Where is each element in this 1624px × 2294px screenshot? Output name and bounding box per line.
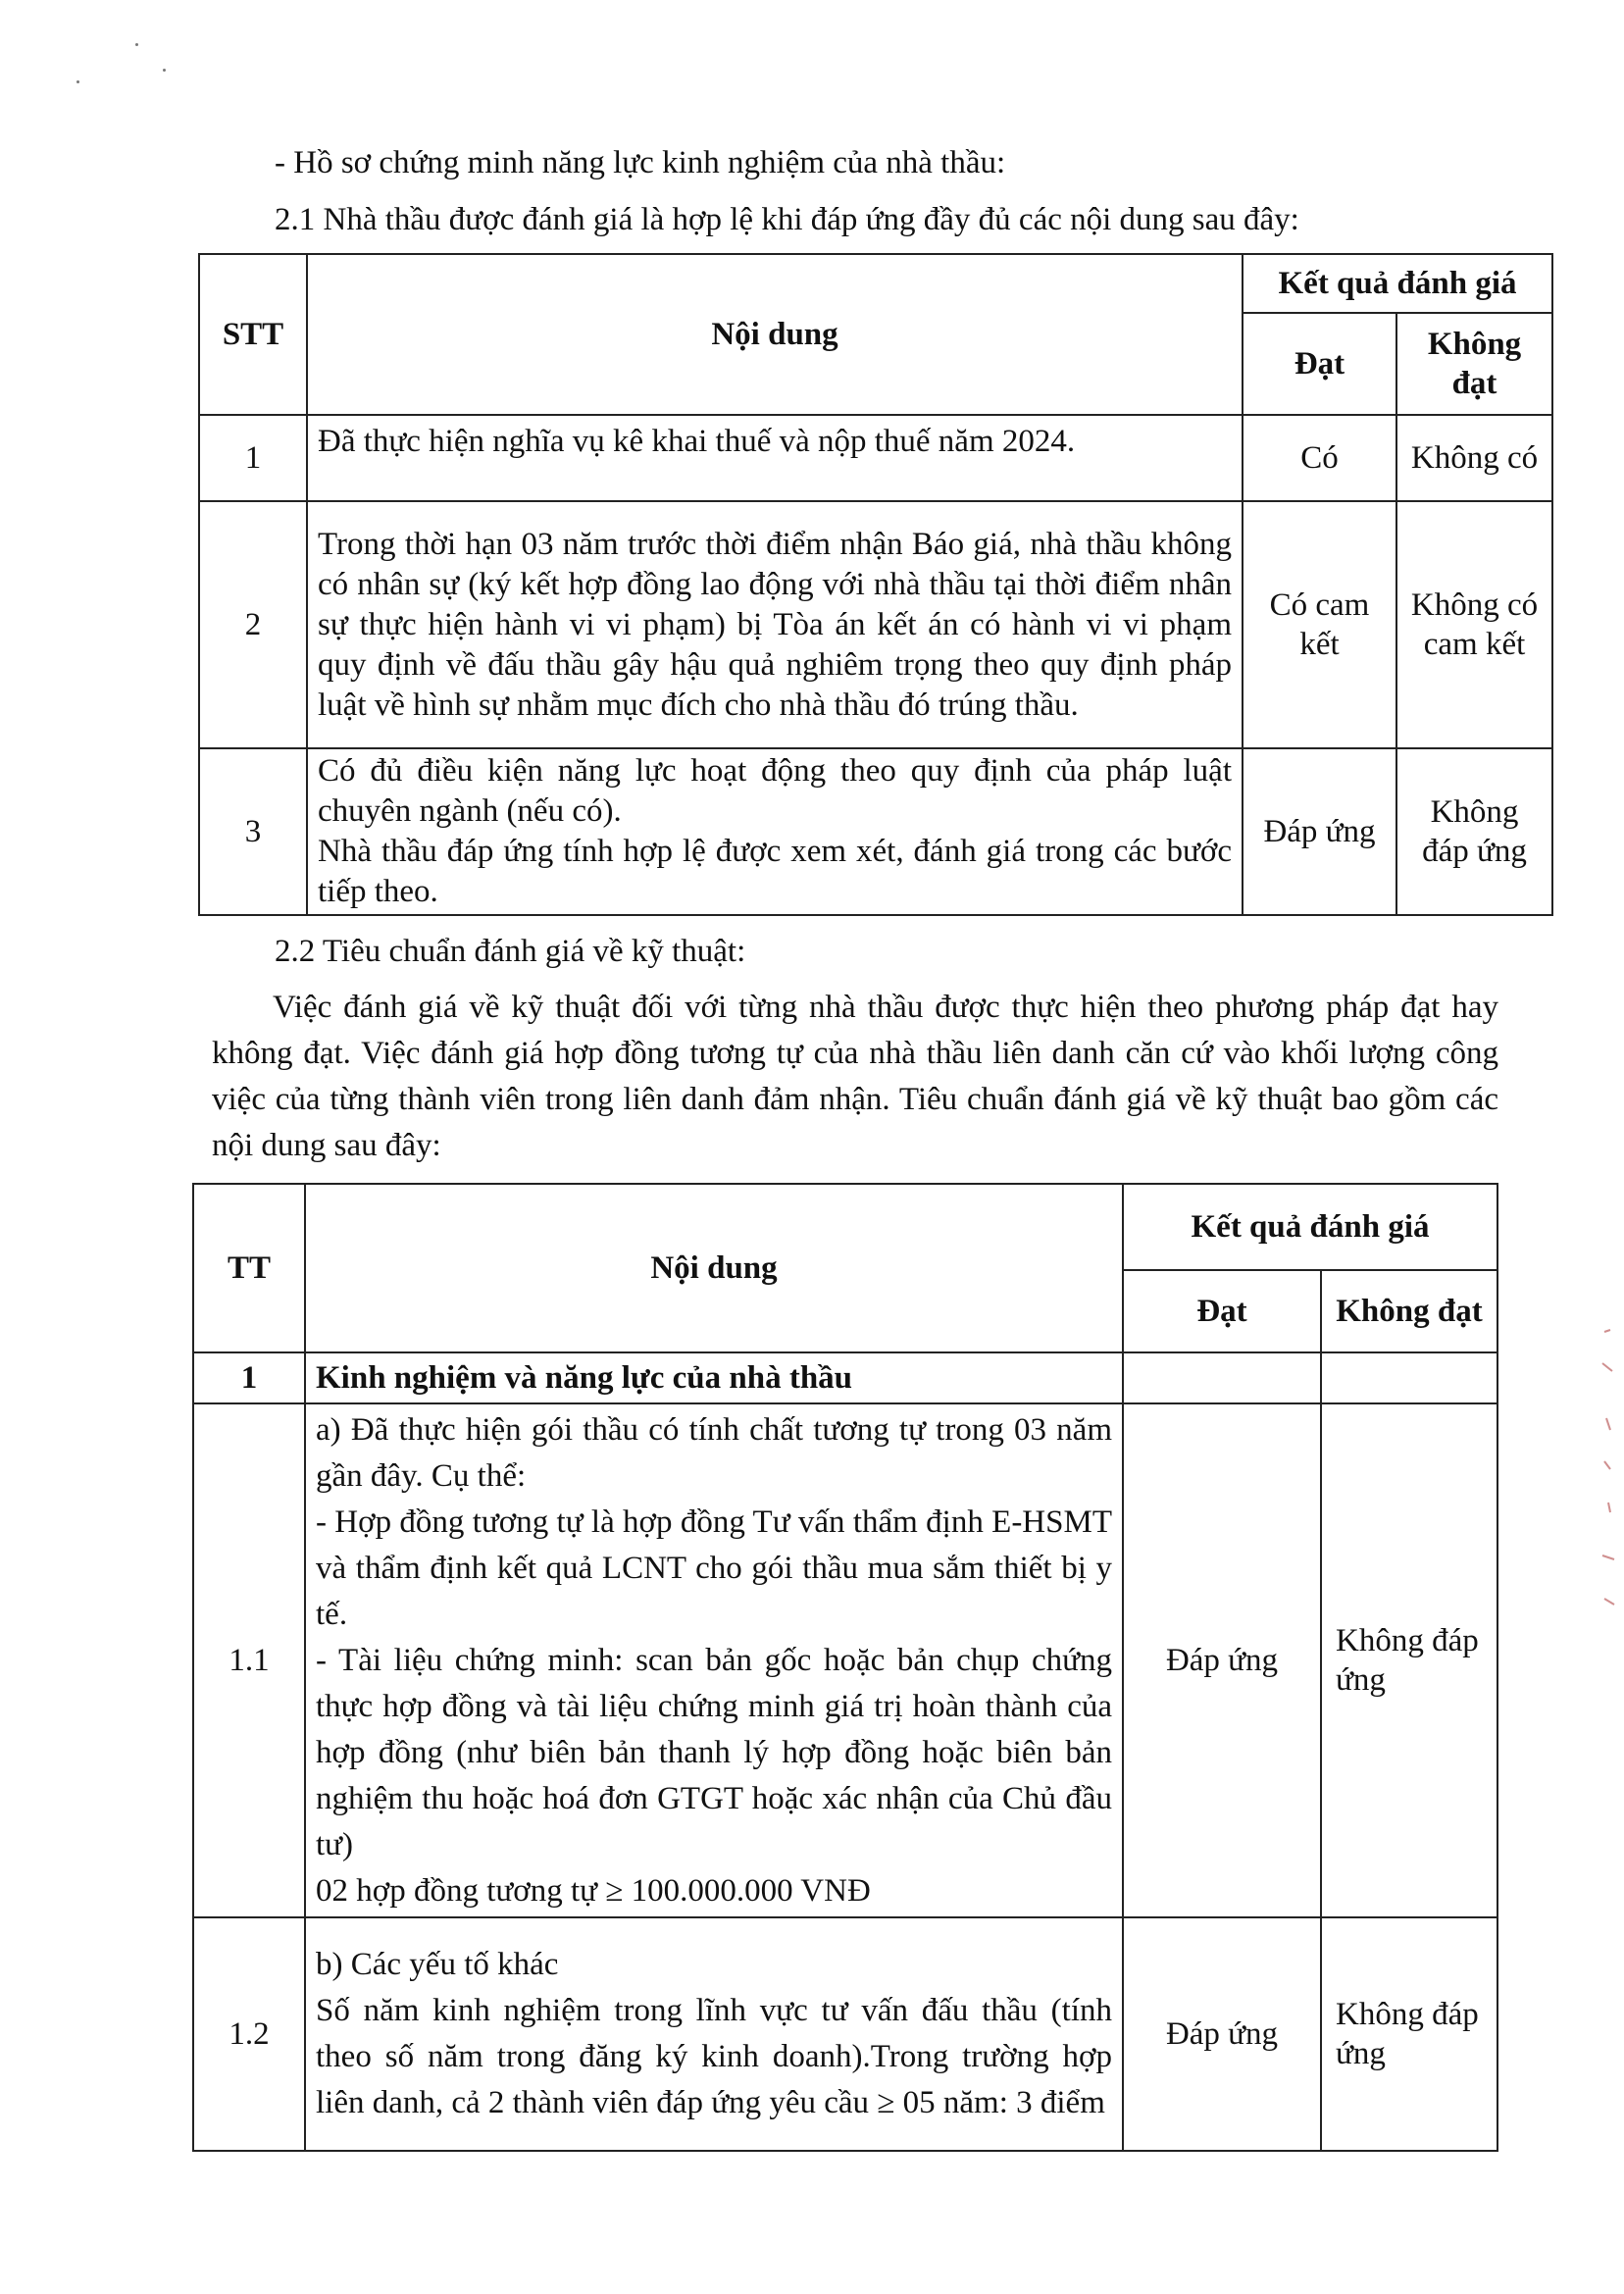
header-result: Kết quả đánh giá (1123, 1184, 1497, 1270)
section-row-pass (1123, 1352, 1321, 1403)
header-pass: Đạt (1123, 1270, 1321, 1352)
section-row (193, 1352, 1497, 1403)
content-line: - Tài liệu chứng minh: scan bản gốc hoặc bản chụp chứng thực hợp đồng và tài liệu chứng minh giá trị hoàn thành của hợp đồng (như biên bản thanh lý hợp đồng hoặc biên bản nghiệm thu hoặc hoá đơn GTGT hoặc xác nhận của Chủ đầu tư) (316, 1642, 1112, 1862)
header-stt: STT (199, 254, 307, 415)
row-pass: Có cam kết (1243, 501, 1396, 748)
header-fail: Không đạt (1321, 1270, 1497, 1352)
table-row (199, 748, 1552, 915)
table-row (199, 415, 1552, 501)
technical-table (192, 1183, 1498, 2152)
section-paragraph: Việc đánh giá về kỹ thuật đối với từng nhà thầu được thực hiện theo phương pháp đạt hay không đạt. Việc đánh giá hợp đồng tương tự của nhà thầu liên danh căn cứ vào khối lượng công việc của từng thành viên trong liên danh đảm nhận. Tiêu chuẩn đánh giá về kỹ thuật bao gồm các nội dung sau đây: (212, 990, 1498, 1163)
section-row-fail (1321, 1352, 1497, 1403)
row-fail: Không đáp ứng (1321, 1403, 1497, 1917)
header-tt: TT (193, 1184, 305, 1352)
table-row (193, 1403, 1497, 1917)
content-line: Có đủ điều kiện năng lực hoạt động theo quy định của pháp luật chuyên ngành (nếu có). (318, 753, 1232, 829)
scan-speck (135, 43, 138, 46)
row-tt: 1.1 (193, 1403, 305, 1917)
header-result: Kết quả đánh giá (1243, 254, 1552, 313)
row-stt: 1 (199, 415, 307, 501)
content-line: a) Đã thực hiện gói thầu có tính chất tương tự trong 03 năm gần đây. Cụ thể: (316, 1411, 1112, 1494)
row-pass: Đáp ứng (1243, 748, 1396, 915)
row-pass: Đáp ứng (1123, 1403, 1321, 1917)
header-fail: Không đạt (1396, 313, 1552, 415)
row-stt: 3 (199, 748, 307, 915)
eligibility-table (198, 253, 1553, 916)
content-line: 02 hợp đồng tương tự ≥ 100.000.000 VNĐ (316, 1872, 871, 1909)
row-content (307, 415, 1243, 501)
content-line: b) Các yếu tố khác (316, 1947, 559, 1982)
scan-speck (76, 80, 79, 83)
section-row-tt: 1 (193, 1352, 305, 1403)
content-line: Đã thực hiện nghĩa vụ kê khai thuế và nộp thuế năm 2024. (318, 424, 1076, 459)
content-line: Trong thời hạn 03 năm trước thời điểm nhận Báo giá, nhà thầu không có nhân sự (ký kết hợp đồng lao động với nhà thầu tại thời điểm nhân sự thực hiện hành vi vi phạm) bị Tòa án kết án có hành vi vi phạm quy định về đấu thầu gây hậu quả nghiêm trọng theo quy định pháp luật về hình sự nhằm mục đích cho nhà thầu đó trúng thầu. (318, 526, 1232, 723)
row-content (307, 501, 1243, 748)
row-fail: Không có (1396, 415, 1552, 501)
header-pass: Đạt (1243, 313, 1396, 415)
row-pass: Đáp ứng (1123, 1917, 1321, 2151)
section-row-content: Kinh nghiệm và năng lực của nhà thầu (305, 1352, 1123, 1403)
table-row (193, 1917, 1497, 2151)
row-fail: Không có cam kết (1396, 501, 1552, 748)
row-fail: Không đáp ứng (1396, 748, 1552, 915)
row-content (305, 1917, 1123, 2151)
intro-line-1: - Hồ sơ chứng minh năng lực kinh nghiệm của nhà thầu: (275, 145, 1006, 180)
row-pass: Có (1243, 415, 1396, 501)
header-content: Nội dung (307, 254, 1243, 415)
header-content: Nội dung (305, 1184, 1123, 1352)
row-content (307, 748, 1243, 915)
intro-line-2: 2.1 Nhà thầu được đánh giá là hợp lệ khi đáp ứng đầy đủ các nội dung sau đây: (275, 202, 1299, 237)
row-tt: 1.2 (193, 1917, 305, 2151)
scan-speck (163, 69, 166, 72)
table-row (199, 501, 1552, 748)
content-line: Số năm kinh nghiệm trong lĩnh vực tư vấn đấu thầu (tính theo số năm trong đăng ký kinh doanh).Trong trường hợp liên danh, cả 2 thành viên đáp ứng yêu cầu ≥ 05 năm: 3 điểm (316, 1993, 1112, 2120)
row-content (305, 1403, 1123, 1917)
row-stt: 2 (199, 501, 307, 748)
row-fail: Không đáp ứng (1321, 1917, 1497, 2151)
stamp-bleed-mark (1599, 1324, 1622, 1638)
section-heading: 2.2 Tiêu chuẩn đánh giá về kỹ thuật: (275, 934, 746, 969)
content-line: - Hợp đồng tương tự là hợp đồng Tư vấn thẩm định E-HSMT và thẩm định kết quả LCNT cho gói thầu mua sắm thiết bị y tế. (316, 1504, 1112, 1632)
content-line: Nhà thầu đáp ứng tính hợp lệ được xem xét, đánh giá trong các bước tiếp theo. (318, 834, 1232, 909)
